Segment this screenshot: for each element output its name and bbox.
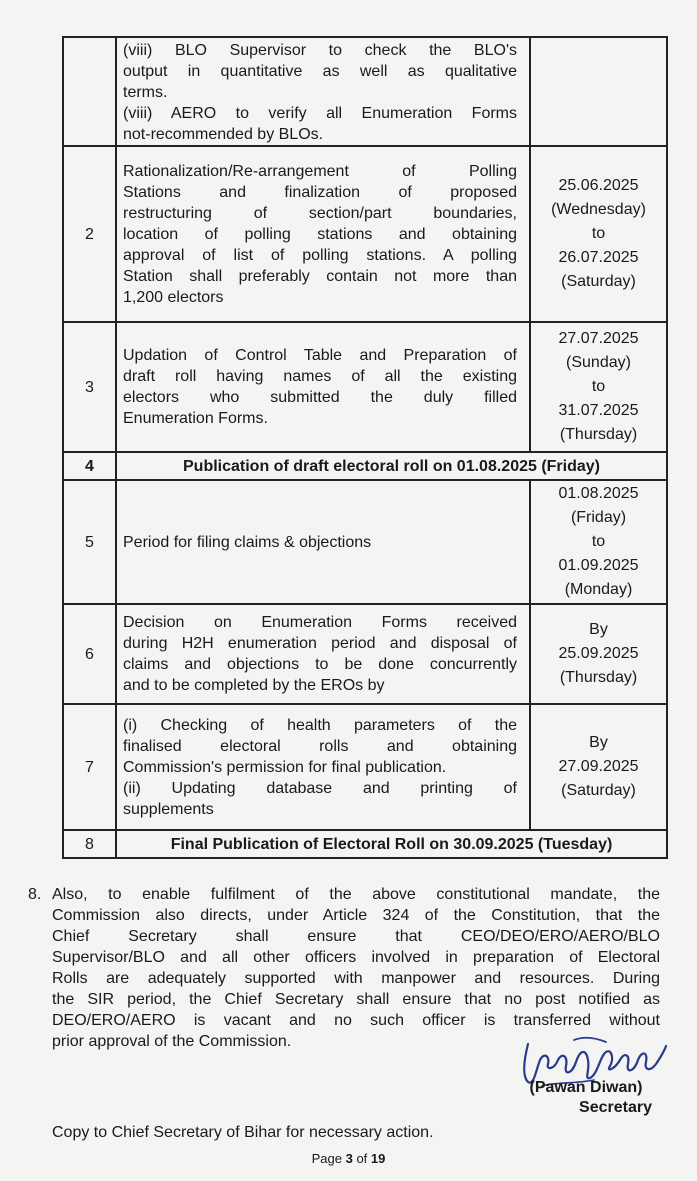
row-number: 3 xyxy=(63,322,116,452)
row-description: Period for filing claims & objections xyxy=(116,480,530,604)
row-number: 5 xyxy=(63,480,116,604)
schedule-table xyxy=(62,36,668,859)
row-number: 7 xyxy=(63,704,116,830)
row-description: Rationalization/Re-arrangement of Polling Stations and finalization of proposed restructuring of section/part boundaries, location of polling stations and obtaining approval of list of polling stations. A polling Station shall preferably contain not more than 1,200 electors xyxy=(116,146,530,322)
row-date: By 25.09.2025 (Thursday) xyxy=(530,604,667,704)
row-description: (i) Checking of health parameters of the finalised electoral rolls and obtaining Commission's permission for final publication. (ii) Updating database and printing of supplements xyxy=(116,704,530,830)
row-description: (viii) BLO Supervisor to check the BLO's output in quantitative as well as qualitative terms. (viii) AERO to verify all Enumeration Forms not-recommended by BLOs. xyxy=(116,37,530,146)
draft-roll-publication: Publication of draft electoral roll on 01.08.2025 (Friday) xyxy=(116,452,667,480)
page-footer: Page 3 of 19 xyxy=(311,1151,386,1166)
signature-stroke xyxy=(574,1038,606,1042)
total-pages: 19 xyxy=(370,1151,386,1166)
table-row xyxy=(63,146,667,322)
row-number: 8 xyxy=(63,830,116,858)
signatory xyxy=(516,1078,656,1118)
paragraph-number: 8. xyxy=(28,886,42,903)
row-date: 27.07.2025 (Sunday) to 31.07.2025 (Thursday) xyxy=(530,322,667,452)
current-page: 3 xyxy=(345,1151,353,1166)
table-row xyxy=(63,322,667,452)
table-row xyxy=(63,480,667,604)
paragraph-text: Also, to enable fulfilment of the above constitutional mandate, the Commission also directs, under Article 324 of the Constitution, that the Chief Secretary shall ensure that CEO/DEO/ERO/AERO/BLO Supervisor/BLO and all other officers involved in preparation of Electoral Rolls are adequately supported with manpower and resources. During the SIR period, the Chief Secretary shall ensure that no post notified as DEO/ERO/AERO is vacant and no such officer is transferred without prior approval of the Commission. xyxy=(52,886,660,1050)
row-date xyxy=(530,37,667,146)
table-row xyxy=(63,452,667,480)
table-row xyxy=(63,604,667,704)
signature-stroke xyxy=(524,1044,666,1083)
final-roll-publication: Final Publication of Electoral Roll on 30.09.2025 (Tuesday) xyxy=(116,830,667,858)
row-date: 25.06.2025 (Wednesday) to 26.07.2025 (Saturday) xyxy=(530,146,667,322)
table-row xyxy=(63,704,667,830)
row-number: 2 xyxy=(63,146,116,322)
row-number: 6 xyxy=(63,604,116,704)
table-row xyxy=(63,37,667,146)
row-number xyxy=(63,37,116,146)
row-date: 01.08.2025 (Friday) to 01.09.2025 (Monday) xyxy=(530,480,667,604)
row-description: Decision on Enumeration Forms received during H2H enumeration period and disposal of claims and objections to be done concurrently and to be completed by the EROs by xyxy=(116,604,530,704)
row-date: By 27.09.2025 (Saturday) xyxy=(530,704,667,830)
signatory-name: (Pawan Diwan) xyxy=(529,1079,643,1096)
signatory-title: Secretary xyxy=(579,1099,652,1116)
copy-to-line: Copy to Chief Secretary of Bihar for necessary action. xyxy=(52,1124,434,1141)
table-row xyxy=(63,830,667,858)
row-number: 4 xyxy=(63,452,116,480)
row-description: Updation of Control Table and Preparation of draft roll having names of all the existing electors who submitted the duly filled Enumeration Forms. xyxy=(116,322,530,452)
